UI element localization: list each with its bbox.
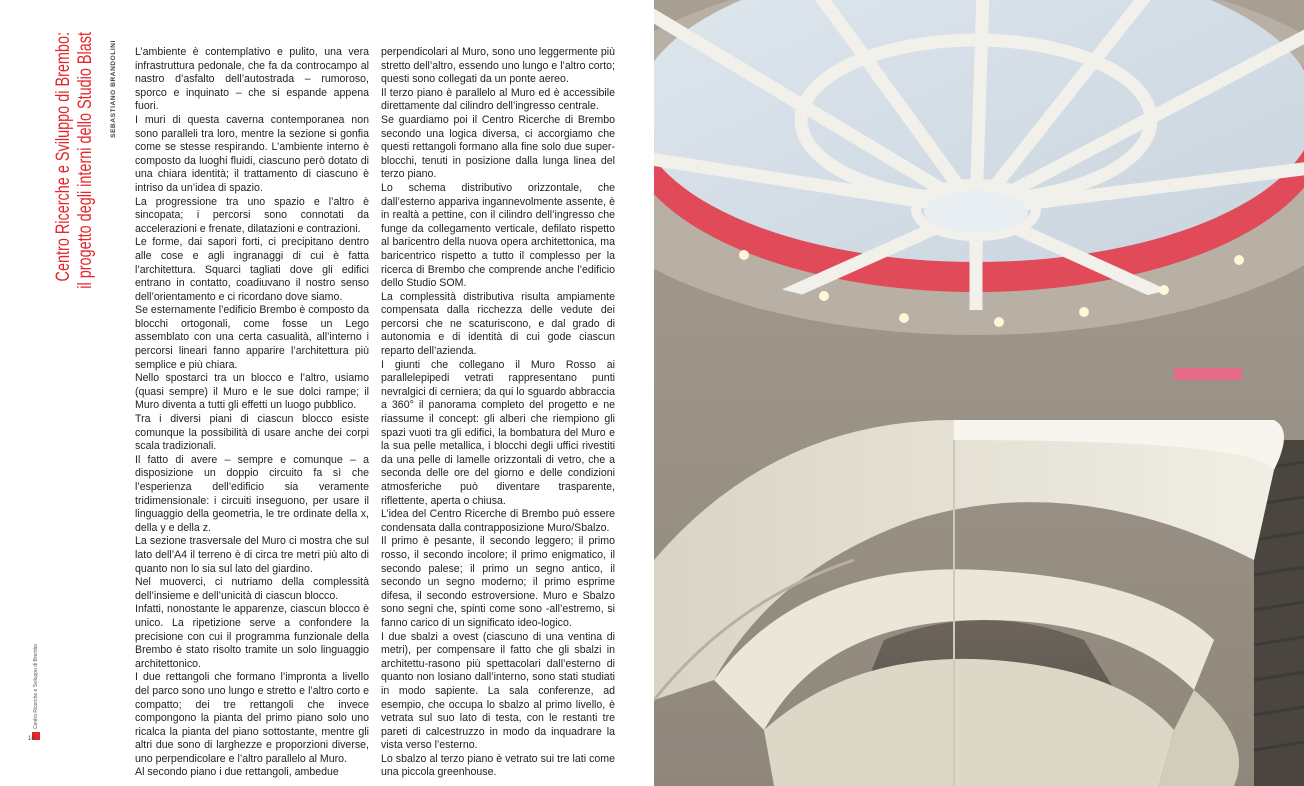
paragraph: Nello spostarci tra un blocco e l’altro, usiamo (quasi sempre) il Muro e le sue dolci rampe; il Muro diventa a tutti gli effetti un luogo pubblico.	[135, 372, 369, 412]
paragraph: Lo schema distributivo orizzontale, che dall’esterno appariva ingannevolmente assente, è in realtà a pettine, con il cilindro dell’ingresso che funge da collegamento verticale, defilato rispetto al baricentro della nuova opera architettonica, ma baricentrico rispetto a tutto il complesso per la ricerca di Brembo che comprende anche l’edificio dello Studio SOM.	[381, 181, 615, 290]
interior-photo	[654, 0, 1304, 786]
paragraph: L’ambiente è contemplativo e pulito, una vera infrastruttura pedonale, che fa da controcampo al nastro d’asfalto dell’autostrada – rumoroso, sporco e inquinato – che si espande appena fuori.	[135, 46, 369, 113]
paragraph: Lo sbalzo al terzo piano è vetrato sui tre lati come una piccola greenhouse.	[381, 752, 615, 779]
paragraph: Le forme, dai sapori forti, ci precipitano dentro alle cose e agli ingranaggi di cui è fatta l’architettura. Squarci tagliati dove gli edifici entrano in contatto, coadiuvano il nostro senso dell’orientamento e ci ricordano dove siamo.	[135, 236, 369, 303]
article-title	[52, 32, 98, 412]
right-page	[654, 0, 1304, 786]
paragraph: Tra i diversi piani di ciascun blocco esiste comunque la possibilità di usare anche dei corpi scala tradizionali.	[135, 413, 369, 453]
paragraph: Al secondo piano i due rettangoli, ambedue	[135, 766, 339, 779]
paragraph: La progressione tra uno spazio e l’altro è sincopata; i percorsi sono connotati da accelerazioni e frenate, dilatazioni e contrazioni.	[135, 195, 369, 235]
paragraph: I muri di questa caverna contemporanea non sono paralleli tra loro, mentre la sezione si gonfia come se stesse respirando. L’ambiente interno è composto da luoghi fluidi, ciascuno però dotato di una chiara identità; il trattamento di ciascuno è intriso da un’idea di spazio.	[135, 113, 369, 194]
author-name: SEBASTIANO BRANDOLINI	[110, 40, 117, 138]
author-byline	[108, 40, 120, 160]
article-title-line1: Centro Ricerche e Sviluppo di Brembo:	[52, 32, 74, 282]
paragraph: Infatti, nonostante le apparenze, ciascun blocco è unico. La ripetizione serve a confondere la precisione con cui il programma funzionale della Brembo è stato risolto tramite un solo linguaggio architettonico.	[135, 603, 369, 670]
paragraph: Se esternamente l’edificio Brembo è composto da blocchi ortogonali, come fosse un Lego assemblato con una certa casualità, all’interno i percorsi lineari fanno apparire l’architettura più semplice e più chiara.	[135, 304, 369, 371]
paragraph: I due rettangoli che formano l’impronta a livello del parco sono uno lungo e stretto e l’altro corto e compatto; dei tre rettangoli che invece compongono la pianta del primo piano solo uno ricalca la pianta del piano sottostante, mentre gli altri due sono di larghezze e proporzioni diverse, uno perpendicolare e l’altro parallelo al Muro.	[135, 671, 369, 765]
paragraph: La complessità distributiva risulta ampiamente compensata dalla ricchezza delle vedute dei percorsi che ne scaturiscono, e dal grado di autonomia e di identità di cui gode ciascun reparto dell’azienda.	[381, 290, 615, 358]
text-column-2	[381, 46, 615, 780]
article-title-line2: il progetto degli interni dello Studio Blast	[74, 32, 96, 289]
paragraph: Nel muoverci, ci nutriamo della complessità dell’insieme e dell’unicità di ciascun blocco.	[135, 576, 369, 602]
text-column-1	[135, 46, 369, 780]
paragraph: I due sbalzi a ovest (ciascuno di una ventina di metri), per compensare il fatto che gli sbalzi in architettu-rasono più spettacolari dall’esterno di quanto non losiano dall’interno, sono stati studiati in modo sapiente. La sala conferenze, ad esempio, che occupa lo sbalzo al primo livello, è vetrata sul suo lato di testa, con le restanti tre pareti di calcestruzzo in modo da inquadrare la vista verso l’esterno.	[381, 630, 615, 752]
paragraph: perpendicolari al Muro, sono uno leggermente più stretto dell’altro, essendo uno lungo e l’altro corto; questi sono collegati da un ponte aereo.	[381, 46, 615, 86]
paragraph: La sezione trasversale del Muro ci mostra che sul lato dell’A4 il terreno è di circa tre metri più alto di quanto non lo sia sul lato del giardino.	[135, 535, 369, 575]
page-number: 16	[28, 736, 35, 742]
paragraph: Se guardiamo poi il Centro Ricerche di Brembo secondo una logica diversa, ci accorgiamo che questi rettangoli formano alla fine solo due super-blocchi, tenuti in posizione dalla lunga linea del terzo piano.	[381, 113, 615, 181]
paragraph: Il terzo piano è parallelo al Muro ed è accessibile direttamente dal cilindro dell’ingresso centrale.	[381, 86, 615, 113]
paragraph: I giunti che collegano il Muro Rosso ai parallelepipedi vetrati rappresentano punti nevralgici di cerniera; da qui lo sguardo abbraccia a 360° il panorama completo del progetto e ne riassume il concept: gli alberi che riempiono gli spazi vuoti tra gli edifici, la bombatura del Muro e la sua pelle metallica, i blocchi degli uffici rivestiti da una pelle di lamelle orizzontali di vetro, che a seconda delle ore del giorno e delle condizioni atmosferiche può diventare trasparente, riflettente, aperta o chiusa.	[381, 358, 615, 507]
running-head-text: Centro Ricerche e Sviluppo di Brembo	[33, 643, 39, 729]
paragraph: L’idea del Centro Ricerche di Brembo può essere condensata dalla contrapposizione Muro/Sbalzo.	[381, 508, 615, 534]
paragraph: Il fatto di avere – sempre e comunque – a disposizione un doppio circuito fa sì che l’esperienza dell’edificio sia veramente tridimensionale: i circuiti inseguono, per usare il linguaggio della geometria, le tre ordinate della x, della y e della z.	[135, 453, 369, 534]
skylight-oculus	[924, 191, 1028, 233]
pink-wall-panel	[1174, 368, 1242, 380]
running-head	[30, 643, 42, 740]
paragraph: Il primo è pesante, il secondo leggero; il primo rosso, il secondo incolore; il primo enigmatico, il secondo palese; il primo un segno antico, il secondo un segno moderno; il primo esprime difesa, il secondo estroversione. Muro e Sbalzo sono segni che, spinti come sono -all’estremo, si fanno carico di un significato ideo-logico.	[381, 535, 615, 629]
